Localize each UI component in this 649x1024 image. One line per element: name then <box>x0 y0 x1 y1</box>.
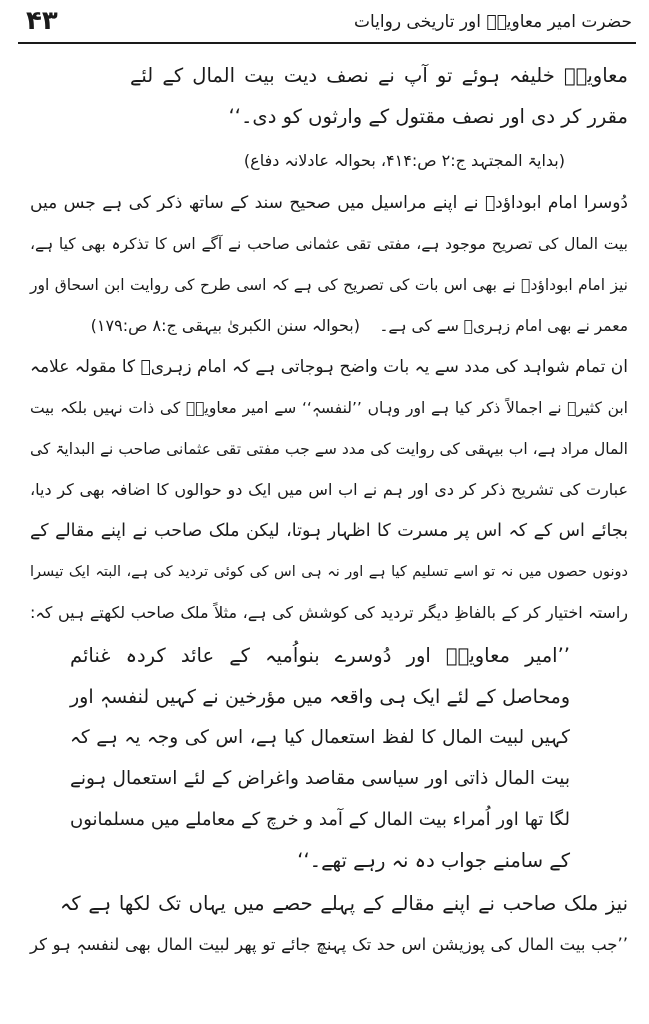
text-line: ان تمام شواہد کی مدد سے یہ بات واضح ہوجاتی ہے کہ امام زہریؒ کا مقولہ علامہ <box>30 357 628 377</box>
text-line: ابن کثیرؒ نے اجمالاً ذکر کیا ہے اور وہاں ’’لنفسہٖ‘‘ سے امیر معاویہؓ کی ذات نہیں بلکہ بیت <box>30 399 628 417</box>
page-number: ۴۳ <box>26 6 58 36</box>
quote-line: لگا تھا اور اُمراء بیت المال کے آمد و خرچ کے معاملے میں مسلمانوں <box>70 809 570 830</box>
text-line: ’’جب بیت المال کی پوزیشن اس حد تک پہنچ جائے تو پھر لبیت المال بھی لنفسہٖ ہو کر <box>30 935 628 954</box>
text-line: المال مراد ہے، اب بیہقی کی روایت کی مدد سے جب مفتی تقی عثمانی صاحب نے البدایۃ کی <box>30 440 628 458</box>
quote-line: ’’امیر معاویہؓ اور دُوسرے بنواُمیہ کے عائد کردہ غنائم <box>70 644 570 667</box>
header-rule <box>18 42 636 44</box>
reference-citation: (بحوالہ سنن الکبریٰ بیہقی ج:۸ ص:۱۷۹) <box>90 316 360 335</box>
text-line: دونوں حصوں میں نہ تو اسے تسلیم کیا ہے اور نہ ہی اس کی کوئی تردید کی ہے، البتہ ایک تیسرا <box>30 564 628 580</box>
text-line: معمر نے بھی امام زہریؒ سے کی ہے۔ <box>379 317 628 335</box>
text-line: نیز امام ابوداؤدؒ نے بھی اس بات کی تصریح کی ہے کہ اسی طرح کی روایت ابن اسحاق اور <box>30 276 628 294</box>
quote-line: کہیں لبیت المال کا لفظ استعمال کیا ہے، اس کی وجہ یہ ہے کہ <box>70 727 570 748</box>
text-line: نیز ملک صاحب نے اپنے مقالے کے پہلے حصے میں یہاں تک لکھا ہے کہ <box>60 892 628 915</box>
text-line: بیت المال کی تصریح موجود ہے، مفتی تقی عثمانی صاحب نے آگے اس کا تذکرہ بھی کیا ہے، <box>30 235 628 253</box>
reference-citation: (بدایۃ المجتہد ج:۲ ص:۴۱۴، بحوالہ عادلانہ دفاع) <box>243 151 565 170</box>
text-line: بجائے اس کے کہ اس پر مسرت کا اظہار ہوتا، لیکن ملک صاحب نے اپنے مقالے کے <box>30 521 628 541</box>
page-header <box>18 6 638 40</box>
quote-line: ومحاصل کے لئے ایک ہی واقعہ میں مؤرخین نے کہیں لنفسہٖ اور <box>70 686 570 708</box>
text-line: معاویہؓ خلیفہ ہوئے تو آپ نے نصف دیت بیت المال کے لئے <box>130 64 628 87</box>
quote-line: بیت المال ذاتی اور سیاسی مقاصد واغراض کے لئے استعمال ہونے <box>70 768 570 789</box>
text-line: مقرر کر دی اور نصف مقتول کے وارثوں کو دی۔‘‘ <box>228 105 628 128</box>
quote-line: کے سامنے جواب دہ نہ رہے تھے۔‘‘ <box>297 849 570 872</box>
text-line: راستہ اختیار کر کے بالفاظِ دیگر تردید کی کوشش کی ہے، مثلاً ملک صاحب لکھتے ہیں کہ: <box>30 603 628 622</box>
running-title: حضرت امیر معاویہؓ اور تاریخی روایات <box>353 12 632 32</box>
text-line: دُوسرا امام ابوداؤدؒ نے اپنے مراسیل میں صحیح سند کے ساتھ ذکر کی ہے جس میں <box>30 193 628 213</box>
text-line: عبارت کی تشریح ذکر کر دی اور ہم نے اب اس میں ایک دو حوالوں کا اضافہ بھی کر دیا، <box>30 480 628 499</box>
